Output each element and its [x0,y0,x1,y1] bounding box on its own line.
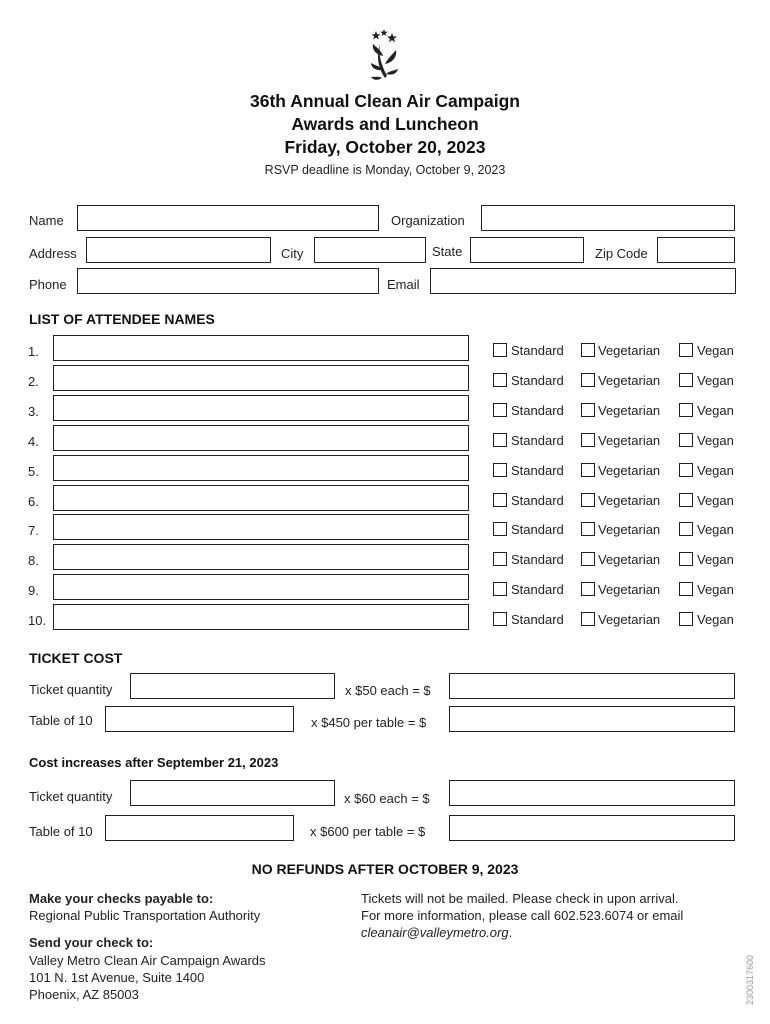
vegan-meal-label: Vegan [697,552,734,568]
ticket-price-late-label: x $60 each = $ [344,791,430,806]
vegetarian-meal-label: Vegetarian [598,372,661,388]
vegan-meal-checkbox[interactable] [679,493,693,507]
vegetarian-meal-label: Vegetarian [598,432,661,448]
vegan-meal-label: Vegan [697,372,734,388]
attendee-number: 1. [28,344,39,359]
vegan-meal-checkbox[interactable] [679,373,693,387]
vegan-meal-label: Vegan [697,492,734,508]
vegan-meal-label: Vegan [697,582,734,598]
attendee-name-field[interactable] [53,604,469,630]
event-date: Friday, October 20, 2023 [284,137,486,157]
attendee-number: 10. [28,613,47,629]
organization-label: Organization [391,213,465,228]
vegetarian-meal-label: Vegetarian [598,402,661,418]
attendee-number: 4. [28,433,39,449]
standard-meal-checkbox[interactable] [493,522,507,536]
vegan-meal-label: Vegan [697,402,734,418]
address-field[interactable] [86,237,271,263]
vegan-meal-checkbox[interactable] [679,582,693,596]
vegetarian-meal-checkbox[interactable] [581,373,595,387]
vegetarian-meal-checkbox[interactable] [581,582,595,596]
vegan-meal-label: Vegan [697,432,734,448]
vegan-meal-checkbox[interactable] [679,522,693,536]
vegetarian-meal-checkbox[interactable] [581,493,595,507]
standard-meal-label: Standard [511,522,564,538]
vegetarian-meal-label: Vegetarian [598,552,661,568]
standard-meal-checkbox[interactable] [493,582,507,596]
payable-to: Regional Public Transportation Authority [29,908,261,923]
ticket-quantity-late-label: Ticket quantity [29,789,113,804]
state-field[interactable] [470,237,584,263]
name-label: Name [29,213,64,228]
vegetarian-meal-checkbox[interactable] [581,612,595,626]
table-price-label: x $450 per table = $ [311,715,427,730]
ticket-quantity-field[interactable] [130,673,335,699]
phone-label: Phone [29,277,67,292]
attendee-name-field[interactable] [53,485,469,511]
attendee-name-field[interactable] [53,365,469,391]
standard-meal-label: Standard [511,372,564,388]
standard-meal-label: Standard [511,432,564,448]
table-late-label: Table of 10 [29,824,93,839]
standard-meal-label: Standard [511,582,564,598]
ticket-cost-heading: TICKET COST [29,650,123,666]
table-price-late-label: x $600 per table = $ [310,824,426,839]
vegan-meal-label: Vegan [697,343,734,358]
attendee-number: 8. [28,553,39,569]
city-label: City [281,246,304,261]
vegan-meal-checkbox[interactable] [679,433,693,447]
cost-increase-heading: Cost increases after September 21, 2023 [29,755,279,770]
rsvp-deadline: RSVP deadline is Monday, October 9, 2023 [264,163,506,177]
attendee-number: 9. [28,583,39,599]
vegan-meal-checkbox[interactable] [679,552,693,566]
vegetarian-meal-checkbox[interactable] [581,433,595,447]
attendee-number: 3. [28,403,39,419]
standard-meal-label: Standard [511,552,564,568]
standard-meal-checkbox[interactable] [493,403,507,417]
vegetarian-meal-label: Vegetarian [598,612,661,628]
attendee-name-field[interactable] [53,514,469,540]
attendees-heading: LIST OF ATTENDEE NAMES [29,311,215,327]
standard-meal-label: Standard [511,492,564,508]
table-total-field[interactable] [449,706,735,732]
vegetarian-meal-checkbox[interactable] [581,403,595,417]
event-title-line2: Awards and Luncheon [291,114,479,134]
standard-meal-checkbox[interactable] [493,552,507,566]
vegan-meal-label: Vegan [697,612,734,628]
email-field[interactable] [430,268,736,294]
ticket-total-late-field[interactable] [449,780,735,806]
organization-field[interactable] [481,205,735,231]
ticket-total-field[interactable] [449,673,735,699]
attendee-number: 7. [28,523,39,539]
vegetarian-meal-label: Vegetarian [598,522,661,538]
attendee-name-field[interactable] [53,335,469,361]
table-quantity-field[interactable] [105,706,294,732]
info-period: . [508,925,513,940]
vegetarian-meal-label: Vegetarian [598,462,661,478]
vegetarian-meal-label: Vegetarian [598,492,661,508]
document-id: 2300317600 [745,954,755,1005]
vegan-meal-checkbox[interactable] [679,343,693,357]
address-label: Address [29,246,77,261]
send-address-line3: Phoenix, AZ 85003 [29,987,139,1002]
attendee-number: 6. [28,493,39,509]
standard-meal-checkbox[interactable] [493,463,507,477]
standard-meal-checkbox[interactable] [493,612,507,626]
vegetarian-meal-checkbox[interactable] [581,463,595,477]
attendee-name-field[interactable] [53,455,469,481]
vegetarian-meal-label: Vegetarian [598,582,661,598]
vegetarian-meal-checkbox[interactable] [581,343,595,357]
email-label: Email [387,277,420,292]
vegan-meal-checkbox[interactable] [679,463,693,477]
ticket-price-label: x $50 each = $ [345,683,431,698]
vegetarian-meal-checkbox[interactable] [581,522,595,536]
table-label: Table of 10 [29,713,93,728]
payable-heading: Make your checks payable to: [29,891,214,906]
standard-meal-label: Standard [511,462,564,478]
attendee-name-field[interactable] [53,395,469,421]
info-line2: For more information, please call 602.523.6074 or email [361,908,684,923]
event-title-line1: 36th Annual Clean Air Campaign [250,91,520,111]
contact-email-link[interactable]: cleanair@valleymetro.org [361,925,509,940]
send-heading: Send your check to: [29,935,154,950]
standard-meal-checkbox[interactable] [493,373,507,387]
attendee-name-field[interactable] [53,544,469,570]
standard-meal-label: Standard [511,612,564,628]
standard-meal-checkbox[interactable] [493,493,507,507]
ticket-quantity-label: Ticket quantity [29,682,113,697]
state-label: State [432,244,463,259]
attendee-name-field[interactable] [53,425,469,451]
attendee-number: 5. [28,463,39,479]
standard-meal-checkbox[interactable] [493,343,507,357]
vegan-meal-label: Vegan [697,462,734,478]
stars-leaf-logo-icon [364,28,404,82]
send-address-line1: Valley Metro Clean Air Campaign Awards [29,953,266,968]
vegetarian-meal-label: Vegetarian [598,343,661,358]
standard-meal-label: Standard [511,343,564,358]
city-field[interactable] [314,237,426,263]
standard-meal-checkbox[interactable] [493,433,507,447]
vegetarian-meal-checkbox[interactable] [581,552,595,566]
zip-field[interactable] [657,237,735,263]
phone-field[interactable] [77,268,379,294]
info-line1: Tickets will not be mailed. Please check in upon arrival. [361,891,679,906]
name-field[interactable] [77,205,379,231]
ticket-quantity-late-field[interactable] [130,780,335,806]
send-address-line2: 101 N. 1st Avenue, Suite 1400 [29,970,205,985]
table-total-late-field[interactable] [449,815,735,841]
no-refunds-notice: NO REFUNDS AFTER OCTOBER 9, 2023 [251,861,519,877]
table-quantity-late-field[interactable] [105,815,294,841]
standard-meal-label: Standard [511,402,564,418]
vegan-meal-checkbox[interactable] [679,403,693,417]
vegan-meal-checkbox[interactable] [679,612,693,626]
attendee-name-field[interactable] [53,574,469,600]
info-email-line [361,924,512,941]
vegan-meal-label: Vegan [697,522,734,538]
attendee-number: 2. [28,373,39,389]
zip-label: Zip Code [595,246,648,261]
